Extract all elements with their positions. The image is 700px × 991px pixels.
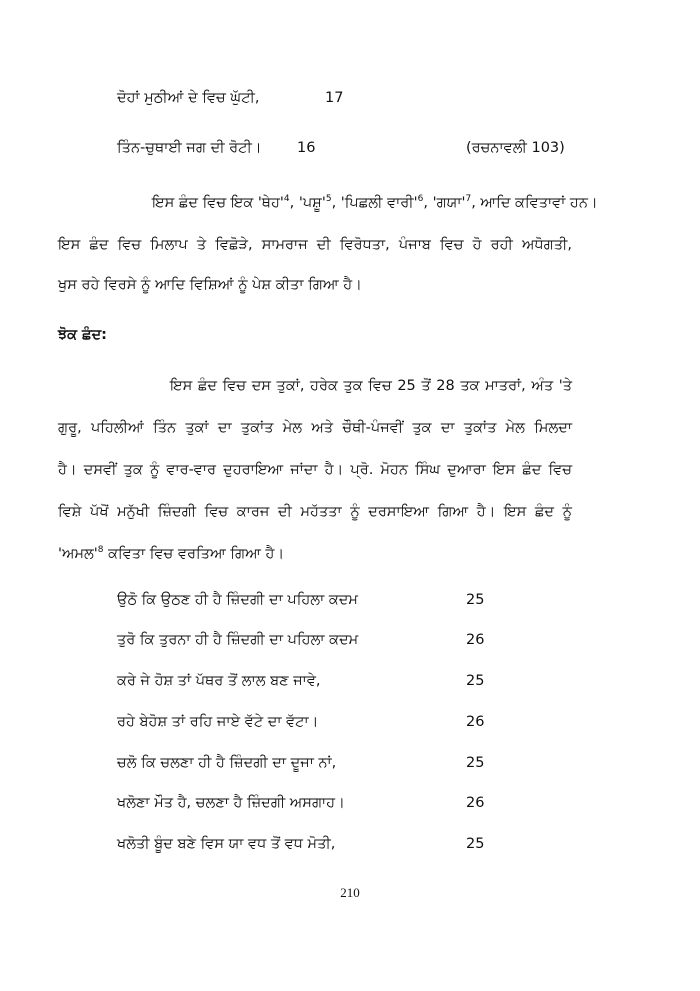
verse-text: ਦੋਹਾਂ ਮੁਠੀਆਂ ਦੇ ਵਿਚ ਘੁੱਟੀ, [117, 90, 260, 106]
verse-count: 17 [325, 90, 344, 106]
page-number: 210 [340, 885, 360, 900]
paragraph-line: ਖੁਸ ਰਹੇ ਵਿਰਸੇ ਨੂੰ ਆਦਿ ਵਿਸ਼ਿਆਂ ਨੂੰ ਪੇਸ਼ ਕੀਤਾ ਗਿਆ ਹੈ। [58, 277, 362, 293]
verse-line: ਉਠੋ ਕਿ ਉਠਣ ਹੀ ਹੈ ਜ਼ਿੰਦਗੀ ਦਾ ਪਹਿਲਾ ਕਦਮ [117, 592, 358, 608]
text-segment: 'ਅਮਲ' [58, 546, 98, 562]
paragraph-line: ਇਸ ਛੰਦ ਵਿਚ ਮਿਲਾਪ ਤੇ ਵਿਛੋੜੇ, ਸਾਮਰਾਜ ਦੀ ਵਿਰੋਧਤਾ, ਪੰਜਾਬ ਵਿਚ ਹੋ ਰਹੀ ਅਧੋਗਤੀ, [58, 237, 572, 253]
paragraph-line: ਹੈ। ਦਸਵੀਂ ਤੁਕ ਨੂੰ ਵਾਰ-ਵਾਰ ਦੁਹਰਾਇਆ ਜਾਂਦਾ ਹੈ। ਪ੍ਰੋ. ਮੋਹਨ ਸਿੰਘ ਦੁਆਰਾ ਇਸ ਛੰਦ ਵਿਚ [58, 462, 572, 478]
paragraph-line: ਵਿਸ਼ੇ ਪੱਖੋਂ ਮਨੁੱਖੀ ਜ਼ਿੰਦਗੀ ਵਿਚ ਕਾਰਜ ਦੀ ਮਹੱਤਤਾ ਨੂੰ ਦਰਸਾਇਆ ਗਿਆ ਹੈ। ਇਸ ਛੰਦ ਨੂੰ [58, 504, 572, 520]
text-segment: , ਆਦਿ ਕਵਿਤਾਵਾਂ ਹਨ। [471, 195, 598, 211]
text-segment: ਕਵਿਤਾ ਵਿਚ ਵਰਤਿਆ ਗਿਆ ਹੈ। [103, 546, 285, 562]
section-heading: ਝੋਕ ਛੰਦ: [58, 327, 107, 343]
text-segment: , 'ਪਸ਼ੂ' [289, 195, 326, 211]
paragraph-line: ਇਸ ਛੰਦ ਵਿਚ ਦਸ ਤੁਕਾਂ, ਹਰੇਕ ਤੁਕ ਵਿਚ 25 ਤੋਂ 28 ਤਕ ਮਾਤਰਾਂ, ਅੰਤ 'ਤੇ [170, 378, 572, 394]
text-segment: , 'ਪਿਛਲੀ ਵਾਰੀ' [331, 195, 418, 211]
verse-line: ਖਲੋਤੀ ਬੂੰਦ ਬਣੇ ਵਿਸ ਯਾ ਵਧ ਤੋਂ ਵਧ ਮੋਤੀ, [117, 836, 336, 852]
verse-count: 26 [466, 714, 485, 730]
verse-line [117, 88, 259, 108]
verse-line [117, 138, 262, 158]
source-reference: (ਰਚਨਾਵਲੀ 103) [466, 140, 565, 156]
footnote-ref[interactable]: 6 [417, 194, 424, 205]
footnote-ref[interactable]: 8 [97, 545, 104, 556]
footnote-ref[interactable]: 7 [465, 194, 472, 205]
verse-line: ਚਲੋ ਕਿ ਚਲਣਾ ਹੀ ਹੈ ਜ਼ਿੰਦਗੀ ਦਾ ਦੂਜਾ ਨਾਂ, [117, 755, 337, 771]
verse-count: 26 [466, 632, 485, 648]
text-segment: ਇਸ ਛੰਦ ਵਿਚ ਇਕ 'ਥੇਹ' [152, 195, 284, 211]
verse-count: 25 [466, 673, 485, 689]
footnote-ref[interactable]: 4 [283, 194, 290, 205]
verse-text: ਤਿੰਨ-ਚੁਥਾਈ ਜਗ ਦੀ ਰੋਟੀ। [117, 140, 262, 156]
paragraph-line [152, 193, 598, 213]
verse-count: 25 [466, 755, 485, 771]
verse-count: 25 [466, 592, 485, 608]
verse-line: ਖਲੋਣਾ ਮੌਤ ਹੈ, ਚਲਣਾ ਹੈ ਜ਼ਿੰਦਗੀ ਅਸਗਾਹ। [117, 795, 345, 811]
verse-line: ਕਰੇ ਜੇ ਹੋਸ਼ ਤਾਂ ਪੱਥਰ ਤੋਂ ਲਾਲ ਬਣ ਜਾਵੇ, [117, 673, 321, 689]
verse-line: ਰਹੇ ਬੇਹੋਸ਼ ਤਾਂ ਰਹਿ ਜਾਏ ਵੱਟੇ ਦਾ ਵੱਟਾ। [117, 714, 319, 730]
verse-line: ਤੁਰੋ ਕਿ ਤੁਰਨਾ ਹੀ ਹੈ ਜ਼ਿੰਦਗੀ ਦਾ ਪਹਿਲਾ ਕਦਮ [117, 632, 359, 648]
verse-count: 25 [466, 836, 485, 852]
paragraph-line [58, 544, 284, 564]
verse-count: 16 [297, 140, 316, 156]
paragraph-line: ਗੁਰੂ, ਪਹਿਲੀਆਂ ਤਿੰਨ ਤੁਕਾਂ ਦਾ ਤੁਕਾਂਤ ਮੇਲ ਅਤੇ ਚੌਥੀ-ਪੰਜਵੀਂ ਤੁਕ ਦਾ ਤੁਕਾਂਤ ਮੇਲ ਮਿਲਦਾ [58, 420, 572, 436]
footnote-ref[interactable]: 5 [325, 194, 332, 205]
verse-count: 26 [466, 795, 485, 811]
text-segment: , 'ਗਯਾ' [423, 195, 466, 211]
